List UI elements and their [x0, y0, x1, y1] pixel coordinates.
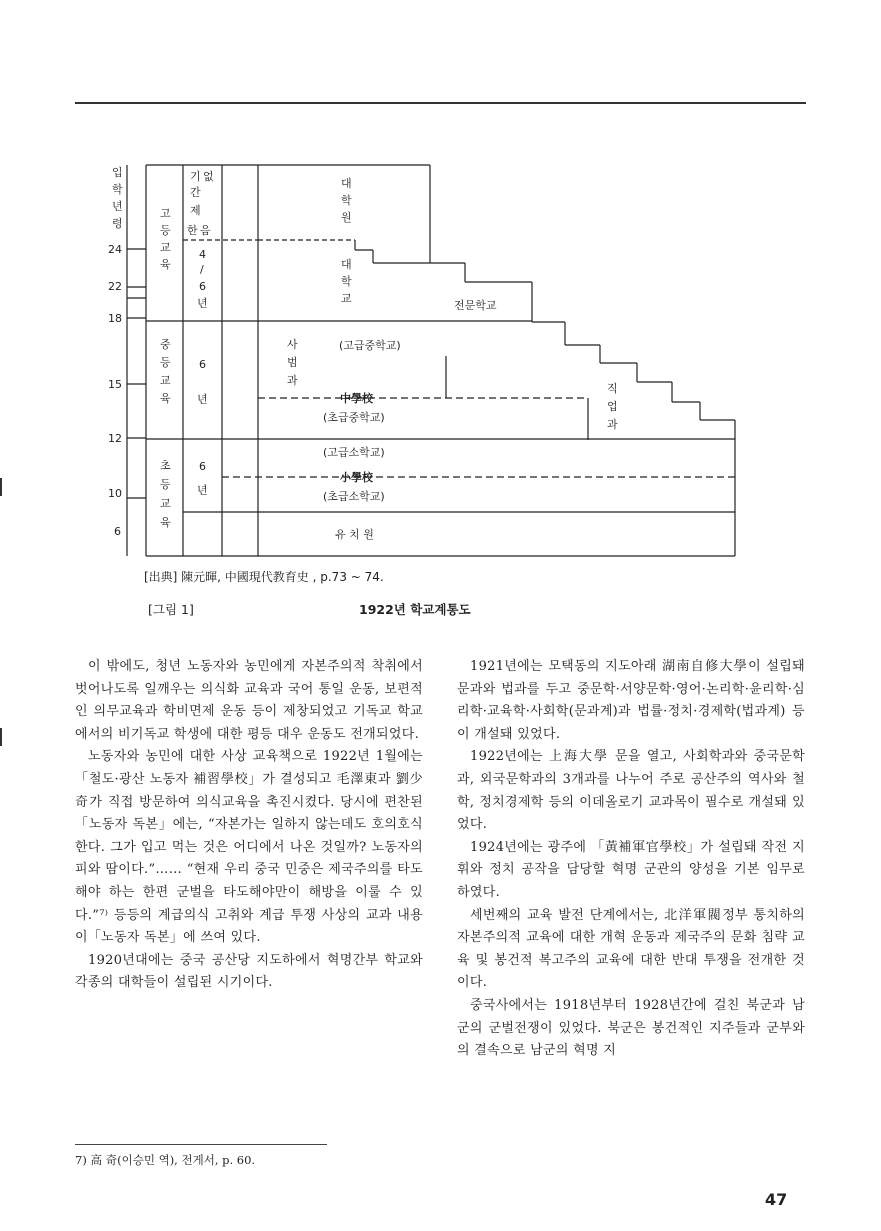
normal-school-char: 범 — [287, 356, 298, 369]
right-column — [457, 656, 805, 1063]
graduate-school-char: 대 — [341, 177, 352, 190]
stage-secondary-char: 등 — [160, 356, 171, 369]
years-univ-char: 년 — [197, 297, 208, 310]
years-secondary: 년 — [197, 393, 208, 406]
figure-title: 1922년 학교계통도 — [359, 602, 471, 617]
figure-label: [그림 1] — [148, 602, 194, 617]
age-label: 12 — [108, 432, 122, 445]
stage-secondary-char: 육 — [160, 392, 171, 405]
vocational-char: 업 — [607, 400, 618, 413]
y-axis-label-char: 년 — [112, 200, 123, 213]
stage-higher-char: 등 — [160, 224, 171, 237]
years-primary: 6 — [199, 460, 206, 473]
years-grad-char: 음 — [200, 224, 211, 237]
age-label: 6 — [114, 525, 121, 538]
junior-primary-label: (초급소학교) — [323, 490, 385, 503]
paragraph: 중국사에서는 1918년부터 1928년간에 걸친 북군과 남군의 군벌전쟁이 있었다. 북군은 봉건적인 지주들과 군부와의 결속으로 남군의 혁명 지 — [457, 997, 805, 1059]
graduate-school-char: 원 — [341, 211, 352, 224]
paragraph: 이 밖에도, 청년 노동자와 농민에게 자본주의적 착취에서 벗어나도록 일깨우는 의식화 교육과 국어 통일 운동, 보편적인 의무교육과 학비면제 운동 등이 제창되었고 기독교 학교에서의 비기독교 학생에 대한 평등 대우 운동도 전개되었다. — [75, 659, 423, 742]
stage-primary-char: 육 — [160, 516, 171, 529]
university-char: 교 — [341, 292, 352, 305]
years-grad-char: 기 — [190, 170, 201, 183]
school-system-diagram — [0, 0, 881, 600]
university-char: 학 — [341, 275, 352, 288]
stage-primary-char: 초 — [160, 459, 171, 472]
years-grad-char: 없 — [203, 170, 214, 183]
vocational-char: 직 — [607, 382, 618, 395]
middle-school-label: 中學校 — [340, 392, 373, 405]
stage-higher-char: 고 — [160, 207, 171, 220]
y-axis-label-char: 령 — [112, 217, 123, 230]
age-label: 22 — [108, 280, 122, 293]
paragraph: 1920년대에는 중국 공산당 지도하에서 혁명간부 학교와 각종의 대학들이 설립된 시기이다. — [75, 952, 423, 991]
figure-source: [出典] 陳元暉, 中國現代教育史 , p.73 ~ 74. — [144, 570, 384, 584]
paragraph: 1921년에는 모택동의 지도아래 湖南自修大學이 설립돼 문과와 법과를 두고 중문학·서양문학·영어·논리학·윤리학·심리학·교육학·사회학(문과계)과 법률·정치·경제학(법과계) 등이 개설돼 있었다. — [457, 659, 805, 742]
age-label: 15 — [108, 378, 122, 391]
junior-high-label: (초급중학교) — [323, 411, 385, 424]
stage-higher-char: 교 — [160, 241, 171, 254]
years-grad-char: 제 — [190, 204, 201, 217]
years-grad-char: 한 — [187, 224, 198, 237]
age-label: 24 — [108, 243, 122, 256]
stage-secondary-char: 중 — [160, 338, 171, 351]
senior-high-label: (고급중학교) — [339, 339, 401, 352]
y-axis-label-char: 학 — [112, 183, 123, 196]
years-univ-char: 4 — [199, 248, 206, 261]
y-axis-label-char: 입 — [112, 166, 123, 179]
footnote-rule — [75, 1144, 327, 1145]
senior-primary-label: (고급소학교) — [323, 446, 385, 459]
years-primary: 년 — [197, 484, 208, 497]
stage-secondary-char: 교 — [160, 374, 171, 387]
years-grad-char: 간 — [190, 186, 201, 199]
paragraph: 1924년에는 광주에 「黃補軍官學校」가 설립돼 작전 지휘와 정치 공작을 담당할 혁명 군관의 양성을 기본 임무로 하였다. — [457, 839, 805, 900]
stage-primary-char: 교 — [160, 497, 171, 510]
age-label: 10 — [108, 487, 122, 500]
footnote: 7) 高 奇(이승민 역), 전게서, p. 60. — [75, 1153, 256, 1167]
stage-higher-char: 육 — [160, 258, 171, 271]
paragraph: 1922년에는 上海大學 문을 열고, 사회학과와 중국문학과, 외국문학과의 3개과를 나누어 주로 공산주의 역사와 철학, 정치경제학 등의 이데올로기 교과목이 필수로 개설돼 있었다. — [457, 749, 805, 833]
normal-school-char: 과 — [287, 374, 298, 387]
paragraph: 세번째의 교육 발전 단계에서는, 北洋軍閥정부 통치하의 자본주의적 교육에 대한 개혁 운동과 제국주의 문화 침략 교육 및 봉건적 복고주의 교육에 대한 반대 투쟁을 전개한 것이다. — [457, 907, 805, 991]
margin-mark — [0, 728, 2, 746]
college-label: 전문학교 — [454, 299, 497, 312]
years-secondary: 6 — [199, 358, 206, 371]
paragraph: 노동자와 농민에 대한 사상 교육책으로 1922년 1월에는 「철도·광산 노동자 補習學校」가 결성되고 毛澤東과 劉少奇가 직접 방문하여 의식교육을 촉진시켰다. 당시에 편찬된「노동자 독본」에는, “자본가는 일하지 않는데도 호의호식한다. 그가 입고 먹는 것은 어디에서 나온 것일까? 노동자의 피와 땀이다.”…… “현재 우리 중국 민중은 제국주의를 타도해야 하는 한편 군벌을 타도해야만이 해방을 이룰 수 있다.”⁷⁾ 등등의 계급의식 고취와 계급 투쟁 사상의 교과 내용이「노동자 독본」에 쓰여 있다. — [75, 749, 423, 946]
kindergarten-label: 유 치 원 — [335, 528, 374, 541]
page-number: 47 — [765, 1190, 788, 1209]
age-label: 18 — [108, 312, 122, 325]
university-char: 대 — [341, 258, 352, 271]
years-univ-char: 6 — [199, 280, 206, 293]
stage-primary-char: 등 — [160, 478, 171, 491]
years-univ-char: / — [200, 263, 204, 276]
graduate-school-char: 학 — [341, 194, 352, 207]
normal-school-char: 사 — [287, 338, 298, 351]
primary-school-label: 小學校 — [340, 471, 373, 484]
vocational-char: 과 — [607, 418, 618, 431]
left-column — [75, 656, 423, 995]
